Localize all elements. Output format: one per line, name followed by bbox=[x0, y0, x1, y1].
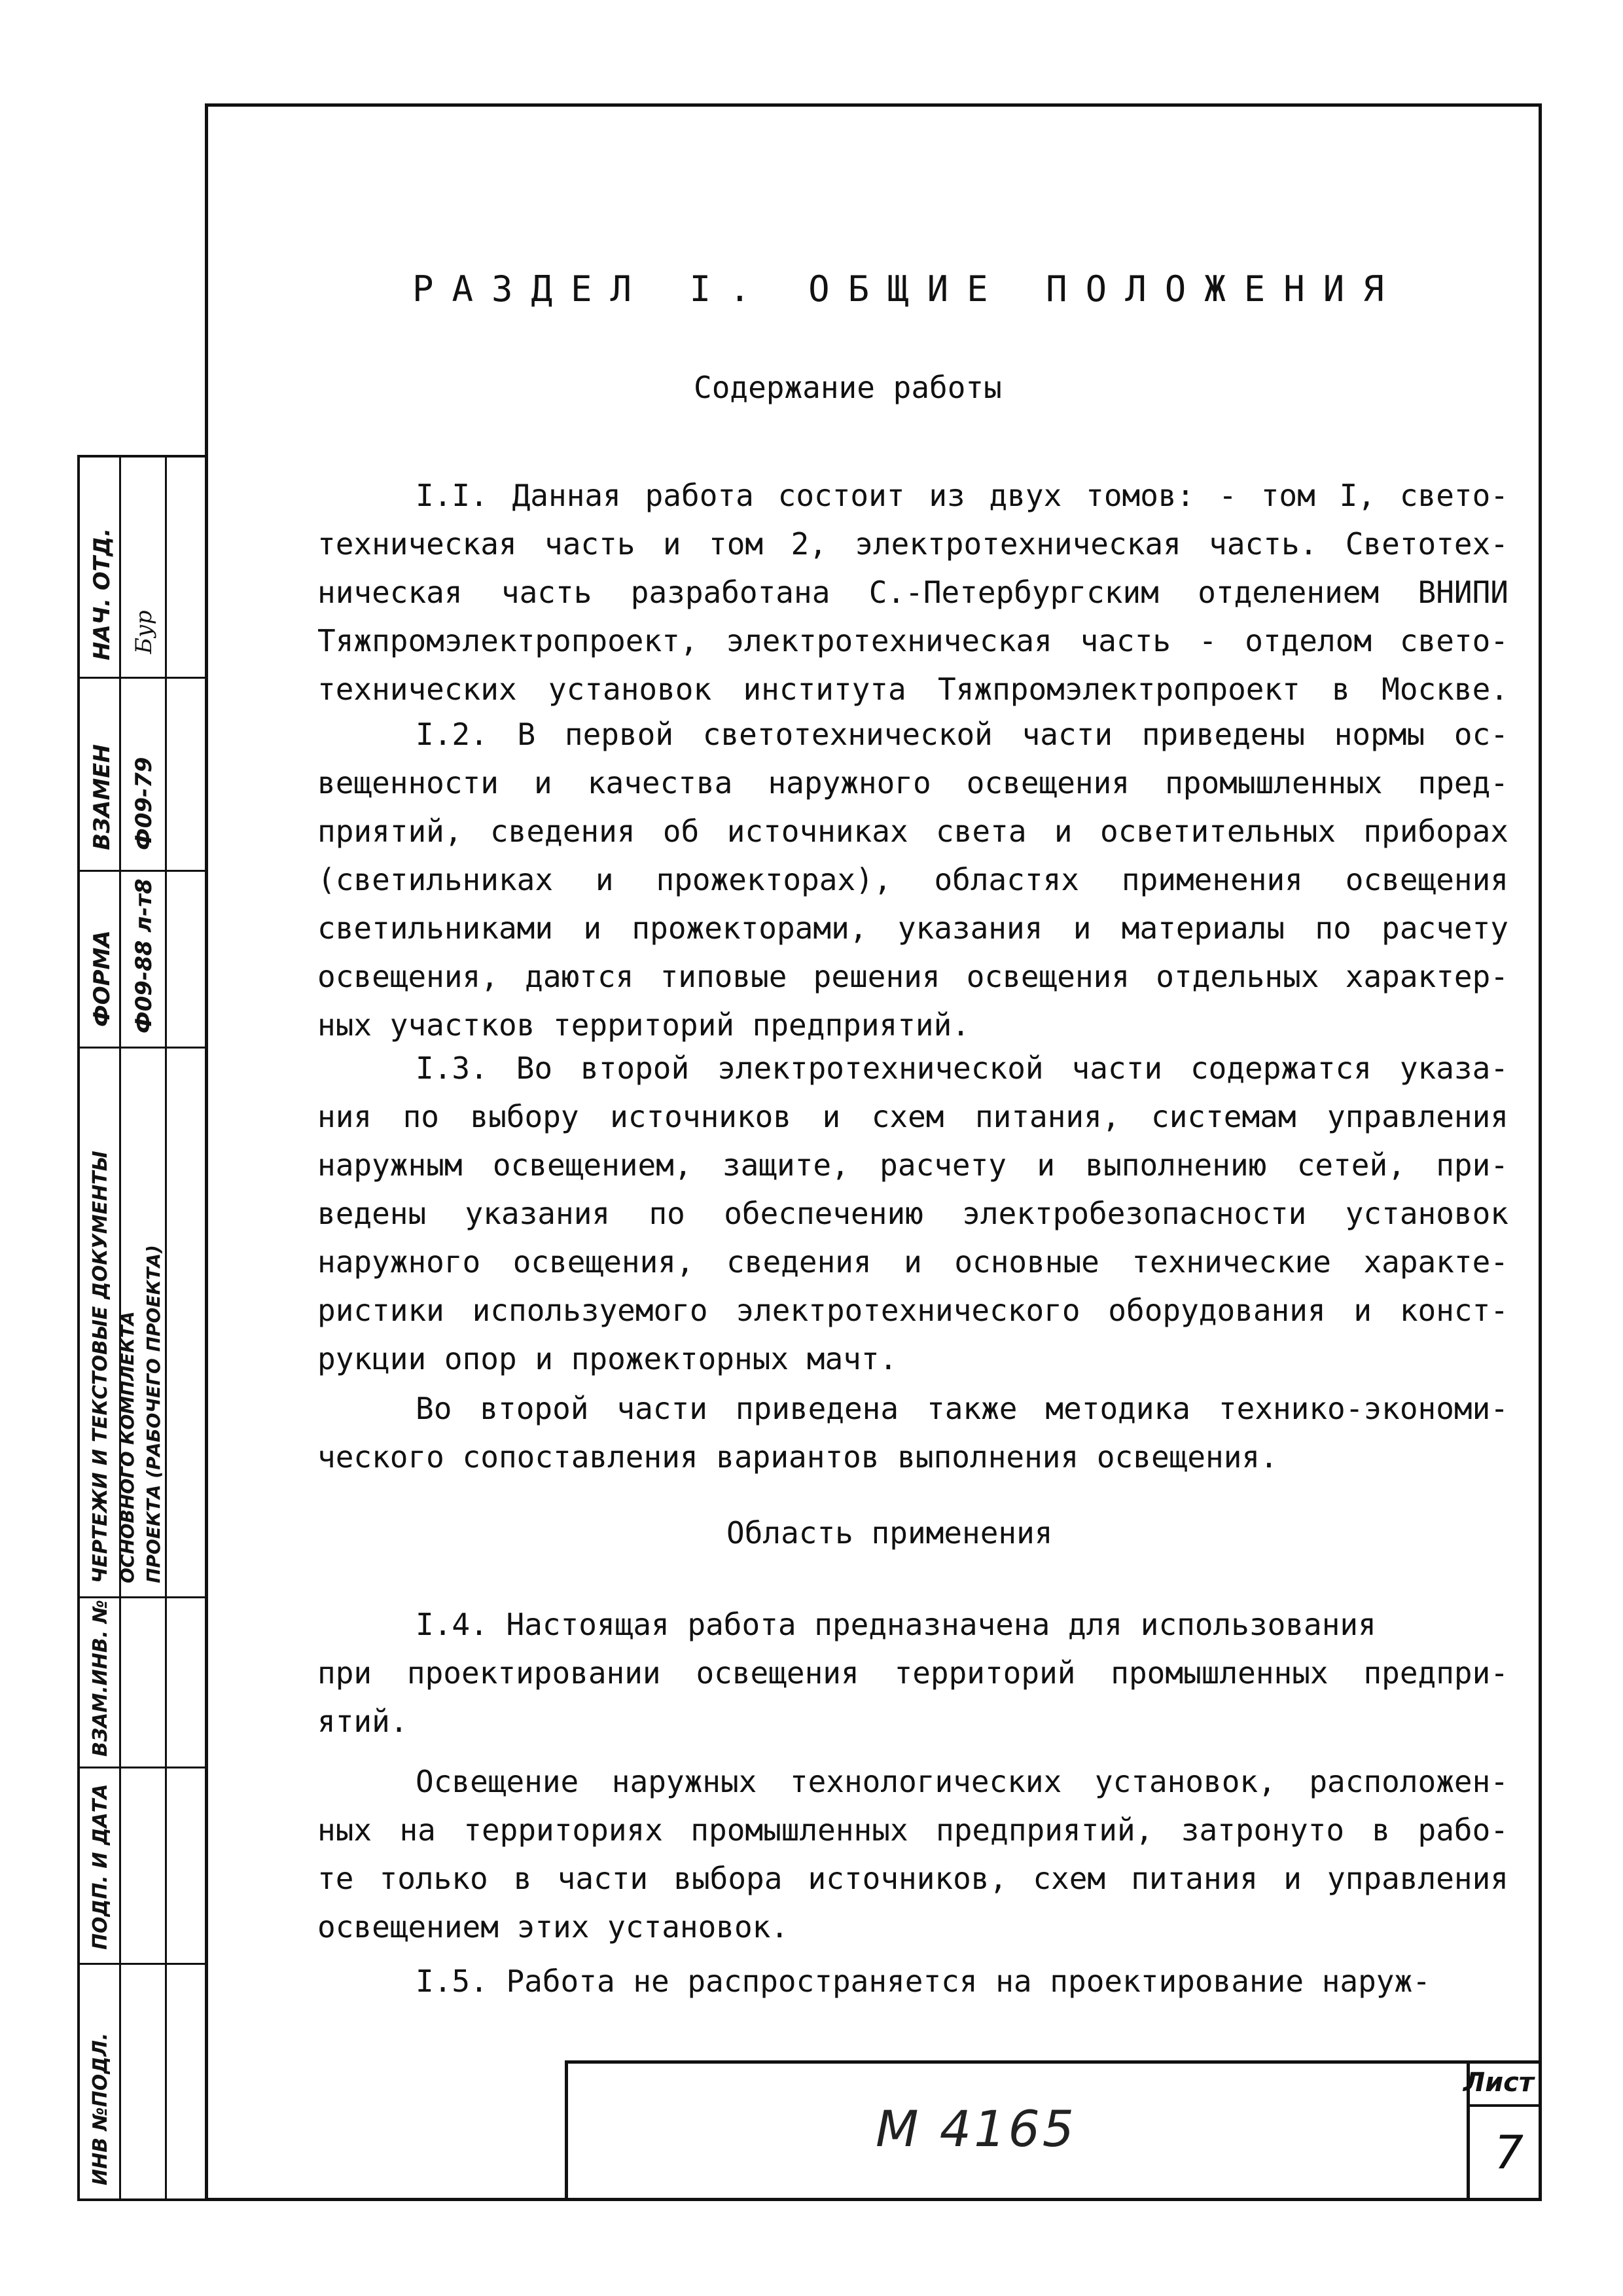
side-stamp bbox=[77, 455, 205, 2201]
text-line: ническая часть разработана С.-Петербургским отделением ВНИПИ bbox=[317, 575, 1508, 610]
side-row-divider bbox=[80, 870, 205, 872]
document-code: М 4165 bbox=[876, 2100, 1077, 2158]
paragraph-1-4 bbox=[317, 1384, 1508, 1481]
side-docs-line2: ОСНОВНОГО КОМПЛЕКТА bbox=[116, 1311, 138, 1583]
text-line: те только в части выбора источников, схем питания и управления bbox=[317, 1861, 1508, 1896]
text-line: I.I. Данная работа состоит из двух томов: - том I, свето- bbox=[416, 478, 1508, 513]
paragraph-1-2 bbox=[317, 710, 1508, 1049]
side-row-divider bbox=[80, 1596, 205, 1598]
side-docs-line3: ПРОЕКТА (РАБОЧЕГО ПРОЕКТА) bbox=[143, 1245, 164, 1583]
text-line: освещением этих установок. bbox=[317, 1909, 789, 1945]
text-line: ных на территориях промышленных предприятий, затронуто в рабо- bbox=[317, 1812, 1508, 1848]
paragraph-1-1 bbox=[317, 471, 1508, 713]
text-line: ния по выбору источников и схем питания, системам управления bbox=[317, 1099, 1508, 1134]
text-line: I.3. Во второй электротехнической части содержатся указа- bbox=[416, 1050, 1508, 1086]
text-line: Освещение наружных технологических установок, расположен- bbox=[416, 1764, 1508, 1799]
text-line: освещения, даются типовые решения освещения отдельных характер- bbox=[317, 959, 1508, 994]
side-forma-value: Ф09-88 л-т8 bbox=[131, 878, 157, 1033]
text-line: наружного освещения, сведения и основные технические характе- bbox=[317, 1244, 1508, 1280]
paragraph-1-5 bbox=[317, 1957, 1508, 2005]
text-line: ческого сопоставления вариантов выполнения освещения. bbox=[317, 1439, 1278, 1475]
text-line: рукции опор и прожекторных мачт. bbox=[317, 1341, 898, 1376]
text-line: (светильниках и прожекторах), областях применения освещения bbox=[317, 862, 1508, 897]
text-line: Во второй части приведена также методика технико-экономи- bbox=[416, 1391, 1508, 1426]
text-line: технических установок института Тяжпромэлектропроект в Москве. bbox=[317, 672, 1508, 707]
side-signature: Бур bbox=[131, 610, 157, 654]
text-line: при проектировании освещения территорий промышленных предпри- bbox=[317, 1655, 1508, 1691]
sheet-divider bbox=[1470, 2104, 1542, 2107]
side-row-divider bbox=[80, 677, 205, 679]
side-forma: ФОРМА bbox=[89, 930, 115, 1027]
sheet-column bbox=[1463, 2064, 1542, 2201]
text-line: I.2. В первой светотехнической части приведены нормы ос- bbox=[416, 717, 1508, 752]
side-vzamen: ВЗАМЕН bbox=[89, 744, 115, 850]
side-inv-podl: ИНВ №ПОДЛ. bbox=[89, 2032, 112, 2185]
paragraph-1-3 bbox=[317, 1044, 1508, 1383]
side-vzamen-value: Ф09-79 bbox=[131, 757, 157, 850]
heading-contents: Содержание работы bbox=[694, 370, 1002, 405]
text-line: ятий. bbox=[317, 1704, 408, 1739]
paragraph-1-4b bbox=[317, 1600, 1508, 1746]
text-line: светильниками и прожекторами, указания и материалы по расчету bbox=[317, 910, 1508, 946]
heading-scope: Область применения bbox=[726, 1515, 1053, 1551]
side-podp-data: ПОДП. И ДАТА bbox=[89, 1784, 112, 1950]
text-line: ристики используемого электротехнического оборудования и конст- bbox=[317, 1293, 1508, 1328]
side-nach-otd: НАЧ. ОТД. bbox=[89, 528, 115, 660]
text-line: Тяжпромэлектропроект, электротехническая часть - отделом свето- bbox=[317, 623, 1508, 658]
side-divider bbox=[165, 457, 167, 2198]
text-line: I.4. Настоящая работа предназначена для использования bbox=[416, 1607, 1376, 1642]
paragraph-lighting bbox=[317, 1757, 1508, 1951]
title-block-stamp bbox=[565, 2060, 1542, 2201]
sheet-label: Лист bbox=[1463, 2068, 1534, 2098]
sheet-number: 7 bbox=[1494, 2126, 1524, 2179]
side-row-divider bbox=[80, 1767, 205, 1768]
text-line: I.5. Работа не распространяется на проектирование наруж- bbox=[416, 1964, 1431, 1999]
text-line: приятий, сведения об источниках света и осветительных приборах bbox=[317, 814, 1508, 849]
side-row-divider bbox=[80, 1047, 205, 1049]
text-line: техническая часть и том 2, электротехническая часть. Светотех- bbox=[317, 526, 1508, 562]
text-line: наружным освещением, защите, расчету и выполнению сетей, при- bbox=[317, 1147, 1508, 1183]
text-line: ведены указания по обеспечению электробезопасности установок bbox=[317, 1196, 1508, 1231]
section-title: РАЗДЕЛ I. ОБЩИЕ ПОЛОЖЕНИЯ bbox=[412, 268, 1402, 310]
side-docs-title: ЧЕРТЕЖИ И ТЕКСТОВЫЕ ДОКУМЕНТЫ bbox=[89, 1151, 112, 1583]
side-vzam-inv: ВЗАМ.ИНВ. № bbox=[89, 1600, 112, 1757]
side-row-divider bbox=[80, 1963, 205, 1965]
text-line: вещенности и качества наружного освещения промышленных пред- bbox=[317, 765, 1508, 800]
text-line: ных участков территорий предприятий. bbox=[317, 1007, 970, 1043]
